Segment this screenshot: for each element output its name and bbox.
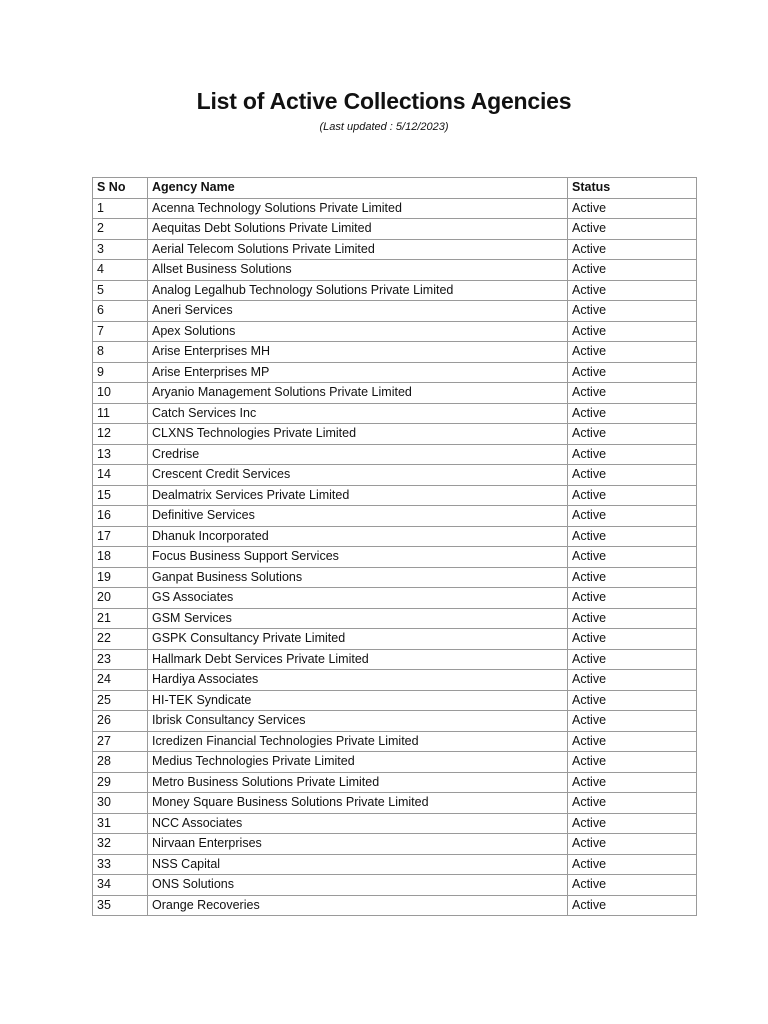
cell-status: Active <box>568 875 697 896</box>
table-row <box>93 301 697 322</box>
table-row <box>93 526 697 547</box>
cell-agency-name: Arise Enterprises MP <box>148 362 568 383</box>
cell-status: Active <box>568 813 697 834</box>
table-row <box>93 506 697 527</box>
cell-agency-name: GSPK Consultancy Private Limited <box>148 629 568 650</box>
cell-sno: 3 <box>93 239 148 260</box>
table-body <box>93 198 697 916</box>
cell-status: Active <box>568 239 697 260</box>
cell-agency-name: GSM Services <box>148 608 568 629</box>
cell-status: Active <box>568 670 697 691</box>
cell-agency-name: Nirvaan Enterprises <box>148 834 568 855</box>
table-row <box>93 219 697 240</box>
cell-agency-name: Medius Technologies Private Limited <box>148 752 568 773</box>
cell-status: Active <box>568 485 697 506</box>
cell-status: Active <box>568 547 697 568</box>
cell-agency-name: Aequitas Debt Solutions Private Limited <box>148 219 568 240</box>
cell-sno: 14 <box>93 465 148 486</box>
cell-sno: 5 <box>93 280 148 301</box>
cell-status: Active <box>568 895 697 916</box>
table-row <box>93 383 697 404</box>
cell-status: Active <box>568 260 697 281</box>
cell-sno: 17 <box>93 526 148 547</box>
table-row <box>93 280 697 301</box>
cell-status: Active <box>568 752 697 773</box>
cell-status: Active <box>568 280 697 301</box>
cell-sno: 35 <box>93 895 148 916</box>
cell-agency-name: Hardiya Associates <box>148 670 568 691</box>
table-row <box>93 588 697 609</box>
cell-sno: 6 <box>93 301 148 322</box>
cell-sno: 30 <box>93 793 148 814</box>
cell-agency-name: Credrise <box>148 444 568 465</box>
cell-status: Active <box>568 198 697 219</box>
cell-sno: 21 <box>93 608 148 629</box>
column-header-sno: S No <box>93 178 148 199</box>
cell-sno: 11 <box>93 403 148 424</box>
cell-agency-name: Apex Solutions <box>148 321 568 342</box>
table-row <box>93 465 697 486</box>
cell-status: Active <box>568 526 697 547</box>
cell-status: Active <box>568 690 697 711</box>
cell-agency-name: Money Square Business Solutions Private Limited <box>148 793 568 814</box>
cell-status: Active <box>568 731 697 752</box>
cell-sno: 12 <box>93 424 148 445</box>
cell-sno: 9 <box>93 362 148 383</box>
cell-agency-name: ONS Solutions <box>148 875 568 896</box>
cell-agency-name: Definitive Services <box>148 506 568 527</box>
cell-status: Active <box>568 301 697 322</box>
table-row <box>93 895 697 916</box>
cell-status: Active <box>568 506 697 527</box>
table-row <box>93 813 697 834</box>
table-row <box>93 834 697 855</box>
table-row <box>93 342 697 363</box>
table-row <box>93 649 697 670</box>
last-updated-note: (Last updated : 5/12/2023) <box>319 121 449 133</box>
table-row <box>93 608 697 629</box>
cell-status: Active <box>568 608 697 629</box>
table-row <box>93 629 697 650</box>
cell-sno: 24 <box>93 670 148 691</box>
cell-agency-name: HI-TEK Syndicate <box>148 690 568 711</box>
table-row <box>93 444 697 465</box>
cell-agency-name: Crescent Credit Services <box>148 465 568 486</box>
cell-sno: 31 <box>93 813 148 834</box>
table-row <box>93 731 697 752</box>
cell-agency-name: GS Associates <box>148 588 568 609</box>
table-row <box>93 547 697 568</box>
table-row <box>93 321 697 342</box>
cell-agency-name: Aerial Telecom Solutions Private Limited <box>148 239 568 260</box>
cell-agency-name: Aneri Services <box>148 301 568 322</box>
table-row <box>93 260 697 281</box>
cell-status: Active <box>568 629 697 650</box>
cell-status: Active <box>568 403 697 424</box>
cell-agency-name: Analog Legalhub Technology Solutions Private Limited <box>148 280 568 301</box>
cell-status: Active <box>568 711 697 732</box>
cell-sno: 7 <box>93 321 148 342</box>
table-row <box>93 711 697 732</box>
cell-agency-name: Metro Business Solutions Private Limited <box>148 772 568 793</box>
table-row <box>93 362 697 383</box>
cell-agency-name: Orange Recoveries <box>148 895 568 916</box>
cell-sno: 28 <box>93 752 148 773</box>
cell-agency-name: Ganpat Business Solutions <box>148 567 568 588</box>
cell-sno: 27 <box>93 731 148 752</box>
cell-sno: 22 <box>93 629 148 650</box>
cell-sno: 19 <box>93 567 148 588</box>
cell-agency-name: Aryanio Management Solutions Private Limited <box>148 383 568 404</box>
cell-agency-name: Catch Services Inc <box>148 403 568 424</box>
cell-status: Active <box>568 465 697 486</box>
table-row <box>93 485 697 506</box>
cell-status: Active <box>568 834 697 855</box>
cell-agency-name: NSS Capital <box>148 854 568 875</box>
page-title: List of Active Collections Agencies <box>196 88 572 114</box>
cell-agency-name: NCC Associates <box>148 813 568 834</box>
cell-status: Active <box>568 362 697 383</box>
column-header-status: Status <box>568 178 697 199</box>
cell-agency-name: Arise Enterprises MH <box>148 342 568 363</box>
table-row <box>93 424 697 445</box>
table-row <box>93 239 697 260</box>
cell-agency-name: CLXNS Technologies Private Limited <box>148 424 568 445</box>
cell-status: Active <box>568 383 697 404</box>
cell-status: Active <box>568 424 697 445</box>
table-row <box>93 793 697 814</box>
cell-status: Active <box>568 793 697 814</box>
cell-sno: 4 <box>93 260 148 281</box>
cell-sno: 15 <box>93 485 148 506</box>
table-header-row <box>93 178 697 199</box>
cell-sno: 20 <box>93 588 148 609</box>
cell-sno: 25 <box>93 690 148 711</box>
cell-sno: 34 <box>93 875 148 896</box>
table-row <box>93 854 697 875</box>
table-row <box>93 198 697 219</box>
cell-sno: 32 <box>93 834 148 855</box>
cell-status: Active <box>568 772 697 793</box>
cell-sno: 29 <box>93 772 148 793</box>
cell-status: Active <box>568 444 697 465</box>
agencies-table <box>92 177 697 916</box>
cell-status: Active <box>568 567 697 588</box>
cell-sno: 16 <box>93 506 148 527</box>
cell-status: Active <box>568 219 697 240</box>
column-header-agency-name: Agency Name <box>148 178 568 199</box>
cell-sno: 2 <box>93 219 148 240</box>
cell-status: Active <box>568 321 697 342</box>
cell-sno: 13 <box>93 444 148 465</box>
table-row <box>93 772 697 793</box>
cell-status: Active <box>568 588 697 609</box>
table-row <box>93 403 697 424</box>
cell-sno: 10 <box>93 383 148 404</box>
cell-agency-name: Icredizen Financial Technologies Private Limited <box>148 731 568 752</box>
cell-agency-name: Acenna Technology Solutions Private Limited <box>148 198 568 219</box>
cell-sno: 33 <box>93 854 148 875</box>
table-row <box>93 670 697 691</box>
cell-agency-name: Dealmatrix Services Private Limited <box>148 485 568 506</box>
cell-sno: 23 <box>93 649 148 670</box>
cell-status: Active <box>568 854 697 875</box>
cell-sno: 1 <box>93 198 148 219</box>
cell-status: Active <box>568 649 697 670</box>
cell-agency-name: Allset Business Solutions <box>148 260 568 281</box>
table-row <box>93 690 697 711</box>
table-row <box>93 567 697 588</box>
cell-agency-name: Ibrisk Consultancy Services <box>148 711 568 732</box>
cell-agency-name: Hallmark Debt Services Private Limited <box>148 649 568 670</box>
cell-status: Active <box>568 342 697 363</box>
cell-sno: 26 <box>93 711 148 732</box>
cell-sno: 8 <box>93 342 148 363</box>
cell-agency-name: Focus Business Support Services <box>148 547 568 568</box>
table-row <box>93 875 697 896</box>
cell-agency-name: Dhanuk Incorporated <box>148 526 568 547</box>
table-row <box>93 752 697 773</box>
cell-sno: 18 <box>93 547 148 568</box>
